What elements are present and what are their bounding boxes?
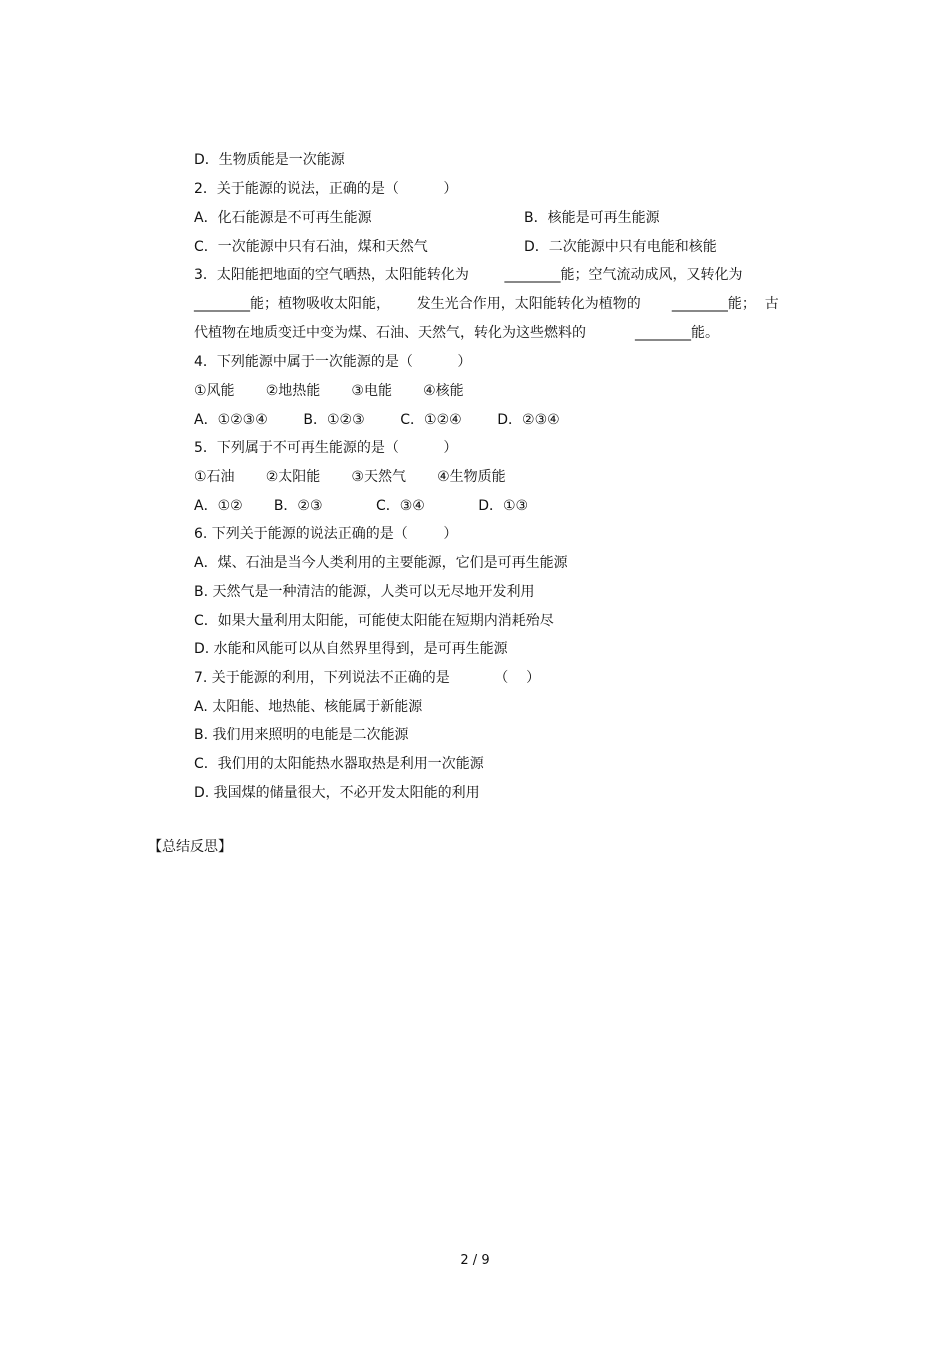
text-line: 代植物在地质变迁中变为煤、石油、天然气，转化为这些燃料的 ________能。 (194, 325, 719, 341)
question-3: 3．太阳能把地面的空气晒热，太阳能转化为 ________能；空气流动成风，又转化为 (194, 267, 743, 283)
option-line: C．我们用的太阳能热水器取热是利用一次能源 (194, 756, 484, 772)
question-7: 7. 关于能源的利用，下列说法不正确的是 （ ） (194, 670, 541, 686)
text-line: ①石油 ②太阳能 ③天然气 ④生物质能 (194, 469, 506, 485)
text-line: D．生物质能是一次能源 (194, 152, 345, 168)
option-line: D．二次能源中只有电能和核能 (524, 239, 717, 255)
question-5: 5．下列属于不可再生能源的是（ ） (194, 440, 458, 456)
text-line: ________能；植物吸收太阳能， 发生光合作用，太阳能转化为植物的 ________能； 古 (194, 296, 779, 312)
option-line: B．核能是可再生能源 (524, 210, 660, 226)
option-line: A．化石能源是不可再生能源 (194, 210, 372, 226)
question-6: 6. 下列关于能源的说法正确的是（ ） (194, 526, 458, 542)
option-line: A．①②③④ B．①②③ C．①②④ D．②③④ (194, 412, 560, 428)
option-line: C．一次能源中只有石油，煤和天然气 (194, 239, 428, 255)
summary-heading: 【总结反思】 (148, 839, 232, 855)
option-line: A. 太阳能、地热能、核能属于新能源 (194, 699, 423, 715)
option-line: D. 水能和风能可以从自然界里得到，是可再生能源 (194, 641, 508, 657)
question-2: 2．关于能源的说法，正确的是（ ） (194, 181, 458, 197)
option-line: A．煤、石油是当今人类利用的主要能源，它们是可再生能源 (194, 555, 568, 571)
option-line: A．①② B．②③ C．③④ D．①③ (194, 498, 529, 514)
option-line: D. 我国煤的储量很大，不必开发太阳能的利用 (194, 785, 480, 801)
option-line: C．如果大量利用太阳能，可能使太阳能在短期内消耗殆尽 (194, 613, 554, 629)
option-line: B. 天然气是一种清洁的能源，人类可以无尽地开发利用 (194, 584, 535, 600)
page-number: 2 / 9 (460, 1253, 490, 1268)
option-line: B. 我们用来照明的电能是二次能源 (194, 727, 409, 743)
text-line: ①风能 ②地热能 ③电能 ④核能 (194, 383, 464, 399)
question-4: 4．下列能源中属于一次能源的是（ ） (194, 354, 472, 370)
